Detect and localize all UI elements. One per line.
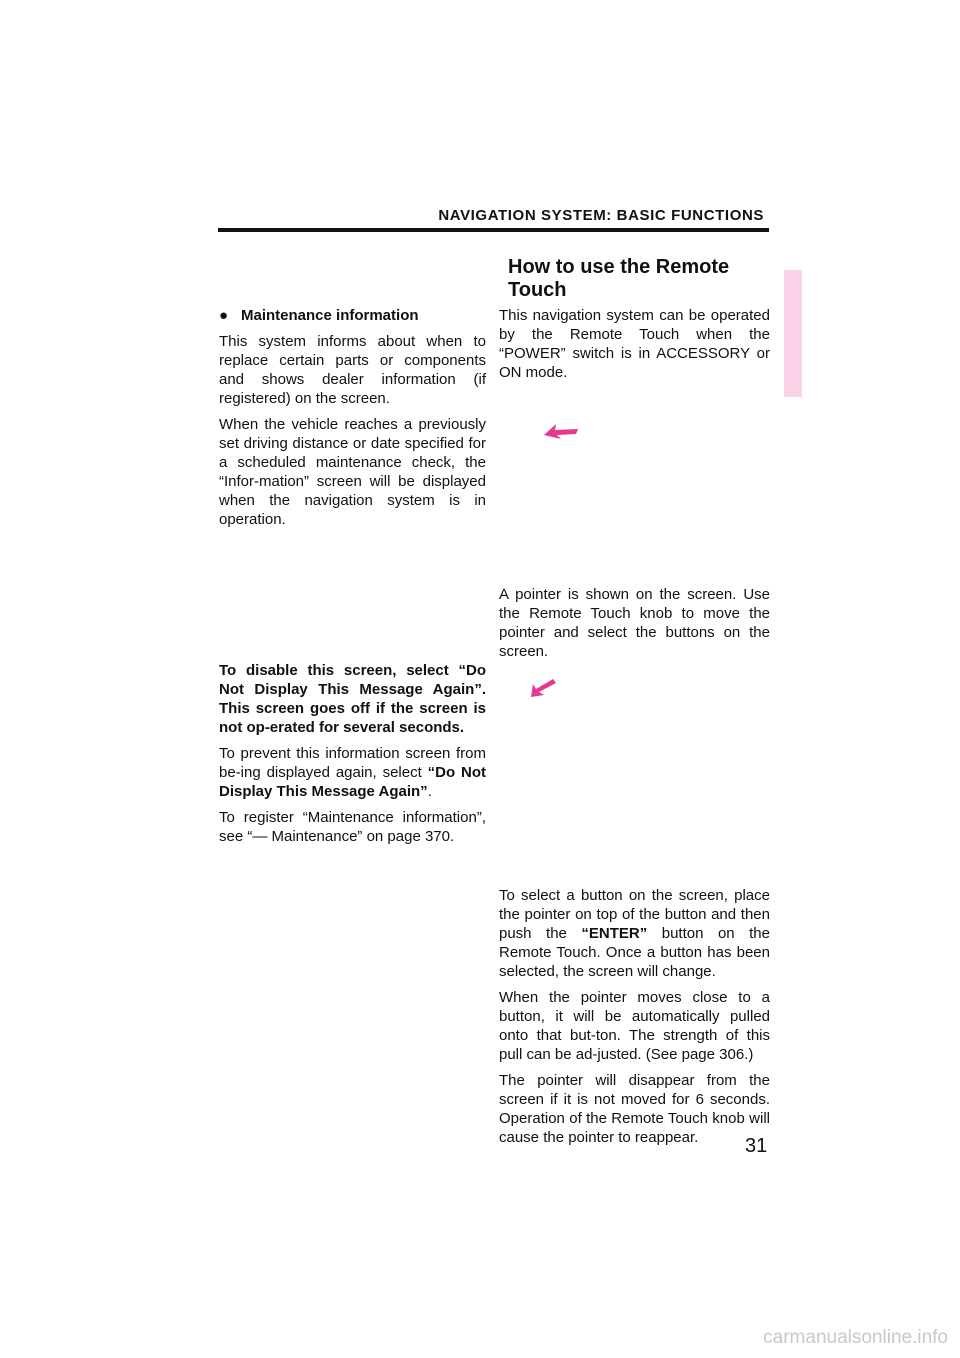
paragraph: This system informs about when to replace certain parts or components and shows dealer information (if registered) on the screen. [219, 333, 486, 407]
running-header: NAVIGATION SYSTEM: BASIC FUNCTIONS [438, 207, 764, 224]
section-tab [784, 270, 802, 397]
section-heading-line: Touch [508, 279, 567, 301]
bullet-heading-text: Maintenance information [241, 307, 419, 324]
paragraph [499, 886, 770, 981]
paragraph-text: To select a button on the screen, place the pointer on top of the button and then push the [499, 887, 770, 942]
header-rule [218, 228, 769, 232]
section-heading-line: How to use the Remote [508, 256, 730, 278]
paragraph-text: . [427, 783, 432, 800]
right-column-top [499, 306, 770, 389]
bullet-dot-icon: ● [219, 307, 229, 324]
pointer-arrow-icon [529, 677, 557, 699]
pointer-arrow-icon [543, 422, 579, 440]
paragraph-text: button on the Remote Touch. Once a button has been selected, the screen will change. [499, 925, 770, 980]
left-column-bottom [219, 661, 486, 853]
paragraph: To register “Maintenance information”, see “— Maintenance” on page 370. [219, 809, 486, 845]
bullet-heading [219, 306, 486, 325]
paragraph: This navigation system can be operated by the Remote Touch when the “POWER” switch is in ACCESSORY or ON mode. [499, 307, 770, 381]
bold-text: “ENTER” [581, 925, 648, 942]
right-column-bottom [499, 886, 770, 1154]
watermark: carmanualsonline.info [763, 1327, 948, 1348]
paragraph: When the pointer moves close to a button, it will be automatically pulled onto that but-ton. The strength of this pull can be ad-justed. (See page 306.) [499, 989, 770, 1063]
left-column-top [219, 306, 486, 536]
paragraph: When the vehicle reaches a previously set driving distance or date specified for a scheduled maintenance check, the “Infor-mation” screen will be displayed when the navigation system is in operation. [219, 416, 486, 528]
page-number: 31 [745, 1135, 768, 1157]
bold-text: “Do Not Display This Message Again” [219, 764, 487, 800]
paragraph [219, 744, 486, 801]
section-heading [508, 256, 768, 302]
paragraph-text: To prevent this information screen from be-ing displayed again, select [219, 745, 486, 781]
right-column-middle [499, 585, 770, 668]
paragraph: The pointer will disappear from the screen if it is not moved for 6 seconds. Operation of the Remote Touch knob will cause the pointer to reappear. [499, 1072, 770, 1146]
paragraph: A pointer is shown on the screen. Use the Remote Touch knob to move the pointer and select the buttons on the screen. [499, 586, 770, 660]
bold-paragraph: To disable this screen, select “Do Not Display This Message Again”. This screen goes off if the screen is not op-erated for several seconds. [219, 662, 486, 736]
